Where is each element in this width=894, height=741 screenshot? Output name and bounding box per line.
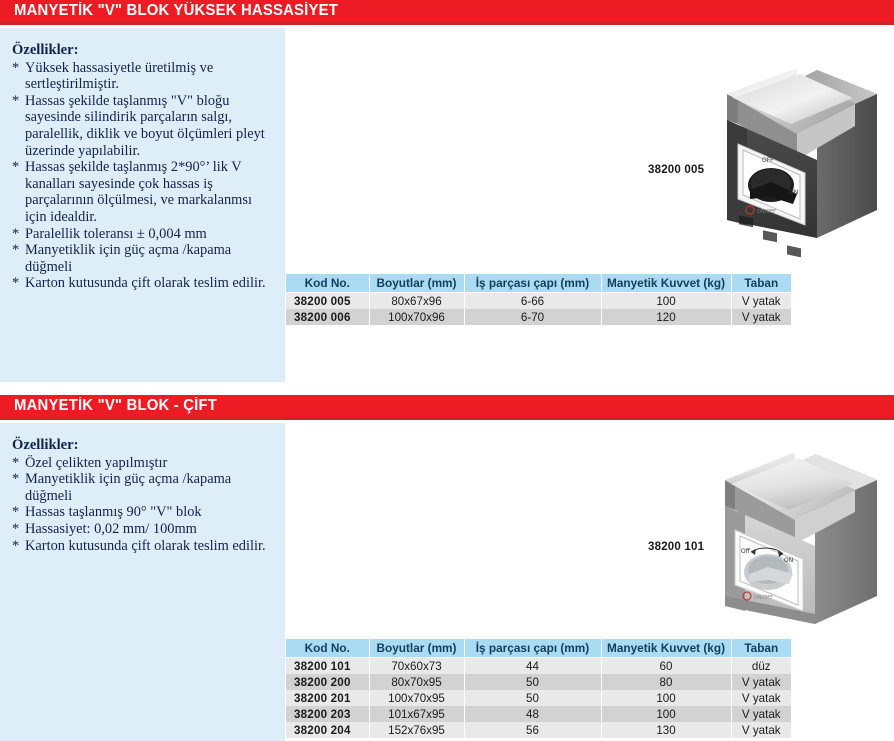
feature-item [12,504,273,521]
spec-table-1 [286,274,791,325]
cell-boyutlar: 80x70x95 [369,674,464,690]
feature-item [12,275,273,292]
feature-item [12,60,273,93]
feature-text: Manyetiklik için güç açma /kapama düğmeli [25,471,232,504]
col-header-manyetik-kuvvet: Manyetik Kuvvet (kg) [601,274,731,293]
cell-is-parcasi-capi: 56 [464,722,601,738]
col-header-boyutlar: Boyutlar (mm) [369,274,464,293]
section-title-2: MANYETİK "V" BLOK - ÇİFT [14,397,218,414]
col-header-boyutlar: Boyutlar (mm) [369,639,464,658]
cell-manyetik-kuvvet: 120 [601,309,731,325]
bullet-star-icon: * [12,520,20,537]
cell-taban: düz [731,658,791,675]
cell-manyetik-kuvvet: 130 [601,722,731,738]
bullet-star-icon: * [12,225,20,242]
svg-text:ON/OFF: ON/OFF [757,209,777,215]
feature-text: Hassas taşlanmış 90° "V" blok [25,504,202,521]
bullet-star-icon: * [12,92,20,109]
feature-text: Hassas şekilde taşlanmış "V" bloğu sayesinde silindirik parçaların salgı, paralellik, diklik ve boyut ölçümleri pleyt üzerinde yapılabilir. [25,92,265,159]
feature-text: Karton kutusunda çift olarak teslim edilir. [25,537,266,554]
magnetic-v-block-light-illustration [705,424,890,634]
features-title-2: Özellikler: [12,437,79,453]
col-header-kod-no: Kod No. [286,274,369,293]
svg-text:OFF: OFF [762,157,774,164]
table-header-row [286,274,791,293]
col-header-kod-no: Kod No. [286,639,369,658]
cell-boyutlar: 70x60x73 [369,658,464,675]
table-row [286,293,791,310]
cell-taban: V yatak [731,674,791,690]
col-header-is-parcasi-capi: İş parçası çapı (mm) [464,639,601,658]
feature-text: Yüksek hassasiyetle üretilmiş ve sertleştirilmiştir. [25,59,214,93]
product-image-2 [705,424,890,634]
feature-text: Karton kutusunda çift olarak teslim edilir. [25,275,266,292]
cell-taban: V yatak [731,722,791,738]
table-row [286,309,791,325]
cell-manyetik-kuvvet: 100 [601,690,731,706]
table-row [286,722,791,738]
cell-kod-no: 38200 203 [286,706,369,722]
bullet-star-icon: * [12,159,20,176]
features-list-1 [12,60,273,292]
feature-panel-2 [0,423,285,741]
feature-text: Paralellik toleransı ± 0,004 mm [25,225,207,242]
magnetic-v-block-dark-illustration [705,42,890,257]
feature-item [12,471,273,504]
bullet-star-icon: * [12,454,20,471]
feature-panel-1 [0,28,285,382]
col-header-taban: Taban [731,274,791,293]
product-image-1 [705,42,890,257]
table-row [286,674,791,690]
col-header-is-parcasi-capi: İş parçası çapı (mm) [464,274,601,293]
feature-text: Hassas şekilde taşlanmış 2*90°’ lik V kanalları sayesinde çok hassas iş parçalarının ölçülmesi, ve markalanmsı için idealdir. [25,159,252,225]
feature-text: Hassasiyet: 0,02 mm/ 100mm [25,520,197,537]
cell-is-parcasi-capi: 50 [464,674,601,690]
col-header-taban: Taban [731,639,791,658]
cell-kod-no: 38200 200 [286,674,369,690]
cell-kod-no: 38200 005 [286,293,369,310]
table-row [286,706,791,722]
cell-manyetik-kuvvet: 100 [601,293,731,310]
cell-taban: V yatak [731,690,791,706]
features-title-1: Özellikler: [12,42,79,58]
cell-kod-no: 38200 201 [286,690,369,706]
feature-item [12,455,273,472]
bullet-star-icon: * [12,242,20,259]
feature-item [12,242,273,275]
section-header-bar-1 [0,0,894,25]
table-header-row [286,639,791,658]
cell-boyutlar: 80x67x96 [369,293,464,310]
cell-boyutlar: 100x70x96 [369,309,464,325]
spec-table-2 [286,639,791,738]
col-header-manyetik-kuvvet: Manyetik Kuvvet (kg) [601,639,731,658]
feature-item [12,521,273,538]
feature-item [12,538,273,555]
cell-taban: V yatak [731,293,791,310]
cell-kod-no: 38200 006 [286,309,369,325]
bullet-star-icon: * [12,537,20,554]
cell-taban: V yatak [731,706,791,722]
bullet-star-icon: * [12,471,20,488]
cell-boyutlar: 101x67x95 [369,706,464,722]
features-list-2 [12,455,273,555]
cell-is-parcasi-capi: 44 [464,658,601,675]
bullet-star-icon: * [12,275,20,292]
section-title-1: MANYETİK "V" BLOK YÜKSEK HASSASİYET [14,2,338,19]
cell-manyetik-kuvvet: 60 [601,658,731,675]
cell-boyutlar: 152x76x95 [369,722,464,738]
cell-is-parcasi-capi: 6-66 [464,293,601,310]
table-row [286,690,791,706]
svg-text:Off: Off [741,548,750,555]
svg-text:ON/OFF: ON/OFF [754,595,774,601]
cell-manyetik-kuvvet: 80 [601,674,731,690]
table-row [286,658,791,675]
cell-kod-no: 38200 101 [286,658,369,675]
product-code-label-1: 38200 005 [648,164,705,176]
cell-boyutlar: 100x70x95 [369,690,464,706]
cell-kod-no: 38200 204 [286,722,369,738]
bullet-star-icon: * [12,504,20,521]
bullet-star-icon: * [12,59,20,76]
section-header-bar-2 [0,395,894,420]
svg-text:ON: ON [789,189,799,196]
svg-text:ON: ON [784,557,794,564]
feature-text: Manyetiklik için güç açma /kapama düğmeli [25,242,232,275]
feature-item [12,226,273,243]
cell-is-parcasi-capi: 50 [464,690,601,706]
cell-is-parcasi-capi: 6-70 [464,309,601,325]
feature-text: Özel çelikten yapılmıştır [25,454,168,471]
feature-item [12,93,273,159]
product-code-label-2: 38200 101 [648,541,705,553]
cell-taban: V yatak [731,309,791,325]
cell-manyetik-kuvvet: 100 [601,706,731,722]
cell-is-parcasi-capi: 48 [464,706,601,722]
feature-item [12,159,273,225]
